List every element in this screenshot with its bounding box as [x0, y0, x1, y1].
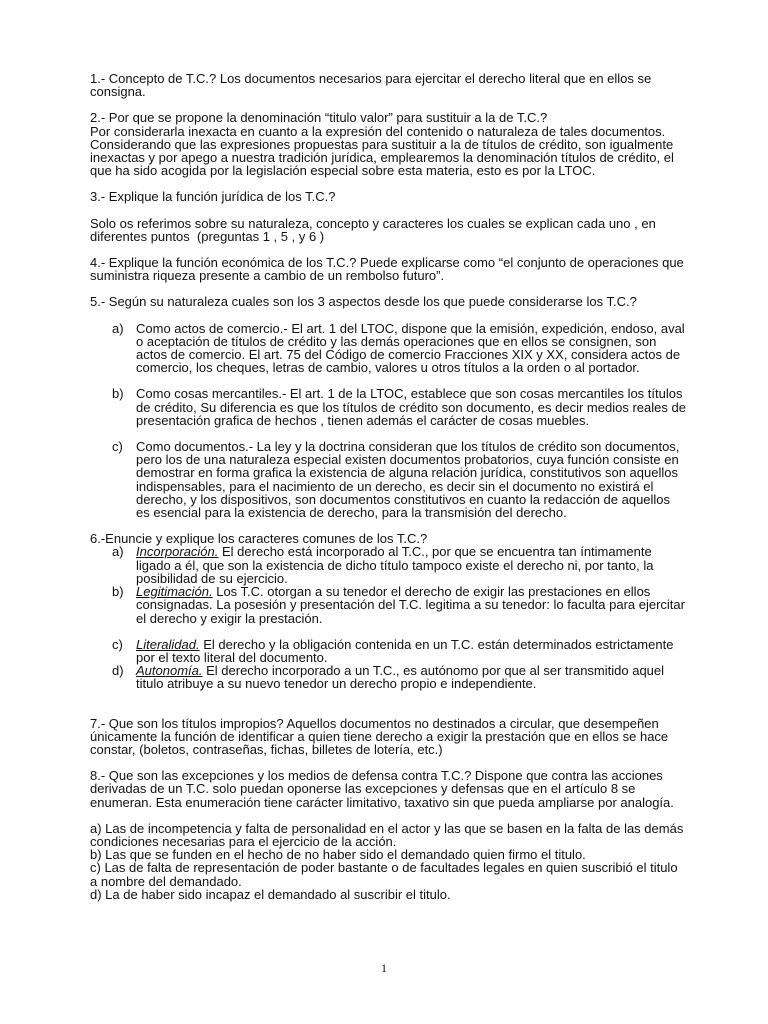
list-item	[90, 387, 686, 427]
list-item-text: Como actos de comercio.- El art. 1 del LTOC, dispone que la emisión, expedición, endoso, aval o aceptación de títulos de crédito y las demás operaciones que en ellos se consignen, son actos de comercio. El art. 75 del Código de comercio Fracciones XIX y XX, considera actos de comercio, los cheques, letras de cambio, valores u otros títulos a la orden o al portador.	[136, 320, 685, 376]
term-label: Autonomía.	[136, 663, 203, 679]
list-marker: b)	[112, 386, 124, 402]
list-marker: c)	[112, 439, 123, 455]
question-6: 6.-Enuncie y explique los caracteres comunes de los T.C.?	[90, 531, 428, 547]
answer-3: Solo os referimos sobre su naturaleza, concepto y caracteres los cuales se explican cada uno , en diferentes puntos (preguntas 1 , 5 , y 6 )	[90, 215, 660, 244]
list-marker: b)	[112, 584, 124, 600]
question-8: 8.- Que son las excepciones y los medios de defensa contra T.C.? Dispone que contra las acciones derivadas de un T.C. solo puedan oponerse las excepciones y defensas que en el artículo 8 se enumeran. Esta enumeración tiene carácter limitativo, taxativo sin que pueda ampliarse por analogía.	[90, 768, 674, 810]
question-5: 5.- Según su naturaleza cuales son los 3 aspectos desde los que puede considerarse los T.C.?	[90, 294, 637, 310]
list-marker: a)	[112, 320, 124, 336]
list-marker: c)	[112, 636, 123, 652]
answer-8-c: c) Las de falta de representación de poder bastante o de facultades legales en quien suscribió el titulo a nombre del demandado.	[90, 860, 682, 889]
question-3: 3.- Explique la función jurídica de los T.C.?	[90, 189, 336, 205]
question-6-list	[90, 545, 686, 690]
answer-2-part-2: Considerando que las expresiones propuestas para sustituir a la de títulos de crédito, son igualmente inexactas y por apego a nuestra tradición jurídica, emplearemos la denominación títulos de crédito, el que ha sido acogida por la legislación especial sobre esta materia, esto es por la LTOC.	[90, 136, 678, 179]
list-item	[90, 545, 686, 585]
list-item-text: Como documentos.- La ley y la doctrina consideran que los títulos de crédito son documentos, pero los de una naturaleza especial existen documentos probatorios, cuya función consiste en demostrar en forma grafica la existencia de alguna relación jurídica, constitutivos son aquellos indispensables, para el nacimiento de un derecho, es decir sin el documento no existirá el derecho, y los dispositivos, son documentos constitutivos en cuanto la redacción de aquellos es esencial para la existencia de derecho, para la transmisión del derecho.	[136, 439, 680, 521]
answer-8-d: d) La de haber sido incapaz el demandado al suscribir el titulo.	[90, 886, 451, 902]
term-label: Incorporación.	[136, 544, 219, 560]
document-page	[90, 72, 686, 901]
term-label: Legitimación.	[136, 584, 213, 600]
answer-8-b: b) Las que se funden en el hecho de no haber sido el demandado quien firmo el titulo.	[90, 847, 586, 863]
list-item-text: Como cosas mercantiles.- El art. 1 de la LTOC, establece que son cosas mercantiles los títulos de crédito, Su diferencia es que los títulos de crédito son documento, es decir medios reales de presentación grafica de hechos , tienen además el carácter de cosas muebles.	[136, 386, 686, 428]
question-7: 7.- Que son los títulos impropios? Aquellos documentos no destinados a circular, que desempeñen únicamente la función de identificar a quien tiene derecho a exigir la prestación que en ellos se hace constar, (boletos, contraseñas, fichas, billetes de lotería, etc.)	[90, 715, 672, 757]
answer-2-part-1: Por considerarla inexacta en cuanto a la expresión del contenido o naturaleza de tales documentos.	[90, 123, 666, 139]
question-1: 1.- Concepto de T.C.? Los documentos necesarios para ejercitar el derecho literal que en ellos se consigna.	[90, 71, 655, 100]
list-item-text: El derecho está incorporado al T.C., por que se encuentra tan íntimamente ligado a él, que son la existencia de dicho título tampoco existe el derecho ni, por tanto, la posibilidad de su ejercicio.	[136, 544, 654, 586]
list-marker: a)	[112, 544, 124, 560]
question-5-list	[90, 322, 686, 520]
list-item-text: El derecho incorporado a un T.C., es autónomo por que al ser transmitido aquel titulo atribuye a su nuevo tenedor un derecho propio e independiente.	[136, 663, 665, 692]
answer-8-a: a) Las de incompetencia y falta de personalidad en el actor y las que se basen en la falta de las demás condiciones necesarias para el ejercicio de la acción.	[90, 820, 687, 849]
list-item	[90, 322, 686, 375]
list-item	[90, 585, 686, 625]
list-item	[90, 664, 686, 690]
question-2: 2.- Por que se propone la denominación “titulo valor” para sustituir a la de T.C.?	[90, 110, 548, 126]
list-item	[90, 638, 686, 664]
list-marker: d)	[112, 663, 124, 679]
question-4: 4.- Explique la función económica de los T.C.? Puede explicarse como “el conjunto de operaciones que suministra riqueza presente a cambio de un rembolso futuro”.	[90, 255, 688, 284]
page-number: 1	[381, 961, 387, 975]
list-item-text: Los T.C. otorgan a su tenedor el derecho de exigir las prestaciones en ellos consignadas. La posesión y presentación del T.C. legitima a su tenedor: lo faculta para ejercitar el derecho y exigir la prestación.	[136, 584, 685, 626]
term-label: Literalidad.	[136, 636, 200, 652]
list-item-text: El derecho y la obligación contenida en un T.C. están determinados estrictamente por el texto literal del documento.	[136, 636, 674, 665]
list-item	[90, 440, 686, 519]
